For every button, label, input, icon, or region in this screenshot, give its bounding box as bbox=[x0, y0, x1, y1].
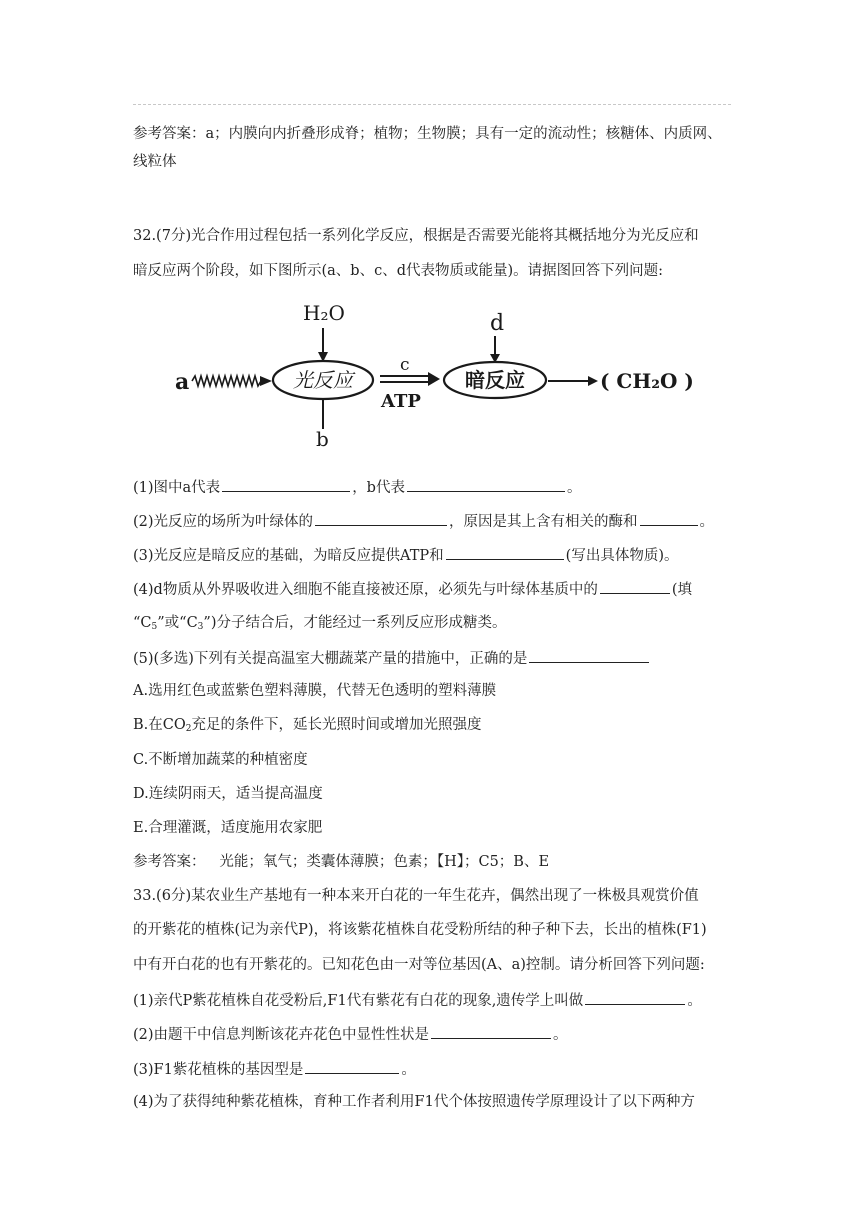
arrow-head-c-atp bbox=[428, 372, 440, 386]
answer-blank-genotype[interactable] bbox=[305, 1058, 399, 1074]
answer-31-line-1: 参考答案：a；内膜向内折叠形成脊；植物；生物膜；具有一定的流动性；核糖体、内质网、 bbox=[133, 126, 722, 142]
diagram-label-b: b bbox=[316, 427, 329, 451]
q32-part-5 bbox=[133, 647, 651, 669]
q32-part-2-text-a: (2)光反应的场所为叶绿体的 bbox=[133, 514, 314, 530]
diagram-label-product: ( CH₂O ) bbox=[600, 369, 694, 393]
diagram-label-a: a bbox=[175, 369, 190, 395]
option-b-prefix: B.在CO bbox=[133, 717, 186, 733]
diagram-label-h2o: H₂O bbox=[303, 301, 345, 325]
answer-blank-dominant[interactable] bbox=[431, 1023, 551, 1039]
q33-intro-line-2: 的开紫花的植株(记为亲代P)，将该紫花植株自花受粉所结的种子种下去，长出的植株(F1) bbox=[133, 922, 707, 938]
diagram-label-c: c bbox=[400, 355, 410, 375]
q33-part-1 bbox=[133, 989, 702, 1011]
option-b bbox=[133, 715, 481, 739]
q33-part-2-text: (2)由题干中信息判断该花卉花色中显性性状是 bbox=[133, 1027, 430, 1043]
q32-part-4-continued bbox=[133, 613, 506, 637]
diagram-label-d: d bbox=[490, 311, 505, 336]
answer-blank-multi[interactable] bbox=[529, 647, 649, 663]
subscript-5: 5 bbox=[151, 622, 158, 632]
q33-part-2 bbox=[133, 1023, 568, 1045]
diagram-label-atp: ATP bbox=[381, 391, 421, 412]
q32-intro-line-1: 32.(7分)光合作用过程包括一系列化学反应，根据是否需要光能将其概括地分为光反应和 bbox=[133, 228, 699, 244]
q32-intro-line-2: 暗反应两个阶段，如下图所示(a、b、c、d代表物质或能量)。请据图回答下列问题: bbox=[133, 263, 664, 279]
q33-part-3 bbox=[133, 1058, 416, 1080]
q33-part-2-end: 。 bbox=[553, 1027, 568, 1043]
subscript-3: 3 bbox=[197, 622, 204, 632]
q32-part-1-text-b: ，b代表 bbox=[352, 480, 405, 496]
answer-blank-segregation[interactable] bbox=[585, 989, 685, 1005]
dark-reaction-label: 暗反应 bbox=[465, 368, 525, 392]
q33-intro-line-3: 中有开白花的也有开紫花的。已知花色由一对等位基因(A、a)控制。请分析回答下列问题: bbox=[133, 957, 705, 973]
q32-part-2-text-c: 。 bbox=[699, 514, 715, 530]
q32-part-1 bbox=[133, 476, 581, 498]
option-e: E.合理灌溉，适度施用农家肥 bbox=[133, 820, 323, 836]
q33-part-1-end: 。 bbox=[687, 993, 702, 1009]
q32-part-4 bbox=[133, 578, 692, 600]
q33-part-4: (4)为了获得纯种紫花植株，育种工作者利用F1代个体按照遗传学原理设计了以下两种方 bbox=[133, 1094, 695, 1110]
q32-part-2 bbox=[133, 510, 714, 532]
q33-intro-line-1: 33.(6分)某农业生产基地有一种本来开白花的一年生花卉，偶然出现了一株极具观赏价值 bbox=[133, 888, 699, 904]
option-b-text: 充足的条件下，延长光照时间或增加光照强度 bbox=[191, 717, 482, 733]
q32-part-3-text-a: (3)光反应是暗反应的基础，为暗反应提供ATP和 bbox=[133, 548, 444, 564]
option-c: C.不断增加蔬菜的种植密度 bbox=[133, 752, 308, 768]
arrow-head-product bbox=[588, 376, 598, 386]
answer-blank-c5[interactable] bbox=[600, 578, 670, 594]
section-divider bbox=[133, 104, 731, 105]
q32-part-4-c5-prefix: “C bbox=[133, 615, 152, 631]
q32-part-3-text-b: (写出具体物质)。 bbox=[565, 548, 679, 564]
q32-part-4-text-b: (填 bbox=[671, 582, 692, 598]
arrow-head-a bbox=[260, 376, 272, 386]
q32-part-4-text-a: (4)d物质从外界吸收进入细胞不能直接被还原，必须先与叶绿体基质中的 bbox=[133, 582, 598, 598]
option-a: A.选用红色或蓝紫色塑料薄膜，代替无色透明的塑料薄膜 bbox=[133, 683, 497, 699]
answer-32: 参考答案： 光能；氧气；类囊体薄膜；色素；【H】；C5；B、E bbox=[133, 854, 550, 870]
q32-part-2-text-b: ，原因是其上含有相关的酶和 bbox=[449, 514, 638, 530]
q32-part-1-text-c: 。 bbox=[566, 480, 582, 496]
photosynthesis-diagram bbox=[170, 296, 700, 456]
q32-part-5-text: (5)(多选)下列有关提高温室大棚蔬菜产量的措施中，正确的是 bbox=[133, 651, 528, 667]
answer-blank-pigment[interactable] bbox=[640, 510, 698, 526]
q32-part-4-c3-prefix: ”或“C bbox=[157, 615, 198, 631]
subscript-2: 2 bbox=[185, 724, 192, 734]
answer-blank-site[interactable] bbox=[315, 510, 447, 526]
answer-31-line-2: 线粒体 bbox=[133, 154, 177, 170]
q33-part-1-text: (1)亲代P紫花植株自花受粉后,F1代有紫花有白花的现象,遗传学上叫做 bbox=[133, 993, 584, 1009]
answer-blank-b[interactable] bbox=[407, 476, 565, 492]
option-d: D.连续阴雨天，适当提高温度 bbox=[133, 786, 323, 802]
q32-part-4-continued-text: ”)分子结合后，才能经过一系列反应形成糖类。 bbox=[203, 615, 507, 631]
q33-part-3-text: (3)F1紫花植株的基因型是 bbox=[133, 1062, 304, 1078]
q33-part-3-end: 。 bbox=[401, 1062, 416, 1078]
q32-part-1-text-a: (1)图中a代表 bbox=[133, 480, 221, 496]
light-energy-wave-arrow bbox=[192, 376, 261, 386]
answer-blank-a[interactable] bbox=[222, 476, 350, 492]
q32-part-3 bbox=[133, 544, 678, 566]
answer-blank-h[interactable] bbox=[446, 544, 564, 560]
light-reaction-label: 光反应 bbox=[293, 368, 353, 392]
